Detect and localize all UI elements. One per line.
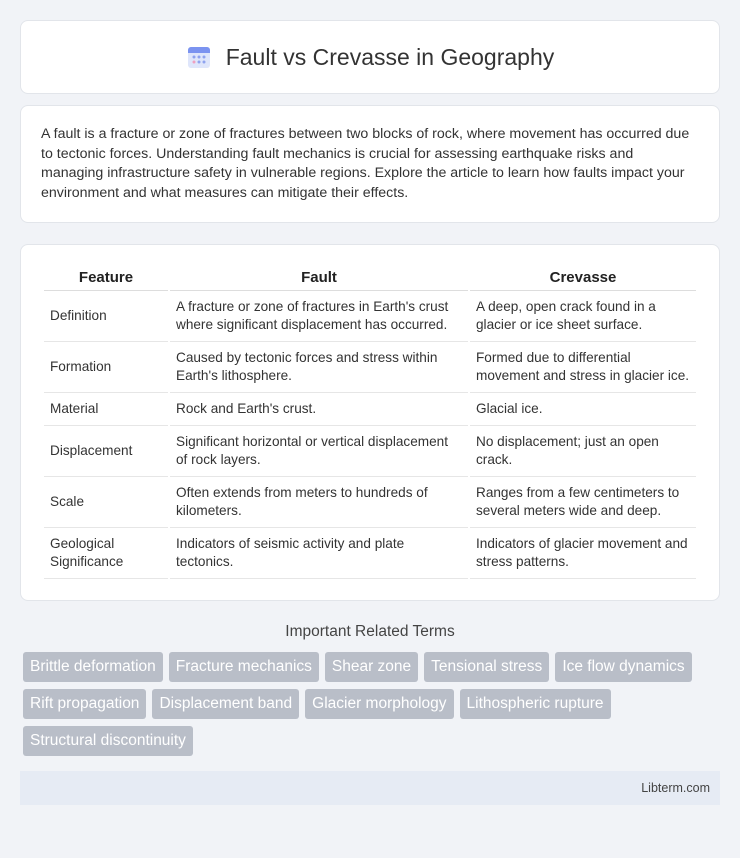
column-header: Crevasse: [470, 261, 696, 291]
table-row: [44, 342, 696, 393]
related-term-tag[interactable]: Shear zone: [325, 652, 418, 682]
footer: [20, 771, 720, 805]
table-header-row: [44, 261, 696, 291]
table-cell: Glacial ice.: [470, 393, 696, 426]
intro-text: A fault is a fracture or zone of fractures between two blocks of rock, where movement has occurred due to tectonic forces. Understanding fault mechanics is crucial for assessing earthquake risks and managing infrastructure safety in vulnerable regions. Explore the article to learn how faults impact your environment and what measures can mitigate their effects.: [41, 126, 690, 201]
related-term-tag[interactable]: Ice flow dynamics: [555, 652, 691, 682]
comparison-table: [42, 261, 698, 579]
table-cell: Ranges from a few centimeters to several meters wide and deep.: [470, 477, 696, 528]
column-header: Fault: [170, 261, 468, 291]
comparison-table-card: [20, 244, 720, 601]
table-cell: Material: [44, 393, 168, 426]
table-cell: A fracture or zone of fractures in Earth's crust where significant displacement has occurred.: [170, 291, 468, 342]
related-terms-list: [20, 652, 720, 756]
table-row: [44, 393, 696, 426]
title-card: [20, 20, 720, 94]
table-cell: Formation: [44, 342, 168, 393]
table-row: [44, 291, 696, 342]
table-cell: Caused by tectonic forces and stress within Earth's lithosphere.: [170, 342, 468, 393]
table-row: [44, 528, 696, 579]
table-cell: Scale: [44, 477, 168, 528]
table-cell: Formed due to differential movement and stress in glacier ice.: [470, 342, 696, 393]
table-cell: Indicators of seismic activity and plate tectonics.: [170, 528, 468, 579]
intro-card: [20, 105, 720, 223]
calendar-grid-icon: [186, 44, 212, 70]
related-term-tag[interactable]: Rift propagation: [23, 689, 146, 719]
related-term-tag[interactable]: Tensional stress: [424, 652, 549, 682]
table-cell: Geological Significance: [44, 528, 168, 579]
related-term-tag[interactable]: Brittle deformation: [23, 652, 163, 682]
table-cell: Indicators of glacier movement and stress patterns.: [470, 528, 696, 579]
table-cell: A deep, open crack found in a glacier or ice sheet surface.: [470, 291, 696, 342]
table-cell: Rock and Earth's crust.: [170, 393, 468, 426]
related-term-tag[interactable]: Glacier morphology: [305, 689, 453, 719]
column-header: Feature: [44, 261, 168, 291]
table-cell: No displacement; just an open crack.: [470, 426, 696, 477]
footer-brand-link[interactable]: Libterm.com: [641, 781, 710, 795]
related-term-tag[interactable]: Lithospheric rupture: [460, 689, 611, 719]
related-term-tag[interactable]: Displacement band: [152, 689, 299, 719]
table-cell: Definition: [44, 291, 168, 342]
page-title: Fault vs Crevasse in Geography: [225, 43, 555, 70]
table-row: [44, 477, 696, 528]
related-term-tag[interactable]: Fracture mechanics: [169, 652, 319, 682]
table-cell: Often extends from meters to hundreds of kilometers.: [170, 477, 468, 528]
related-term-tag[interactable]: Structural discontinuity: [23, 726, 193, 756]
related-terms-heading: Important Related Terms: [285, 623, 455, 640]
table-cell: Displacement: [44, 426, 168, 477]
table-cell: Significant horizontal or vertical displacement of rock layers.: [170, 426, 468, 477]
table-row: [44, 426, 696, 477]
